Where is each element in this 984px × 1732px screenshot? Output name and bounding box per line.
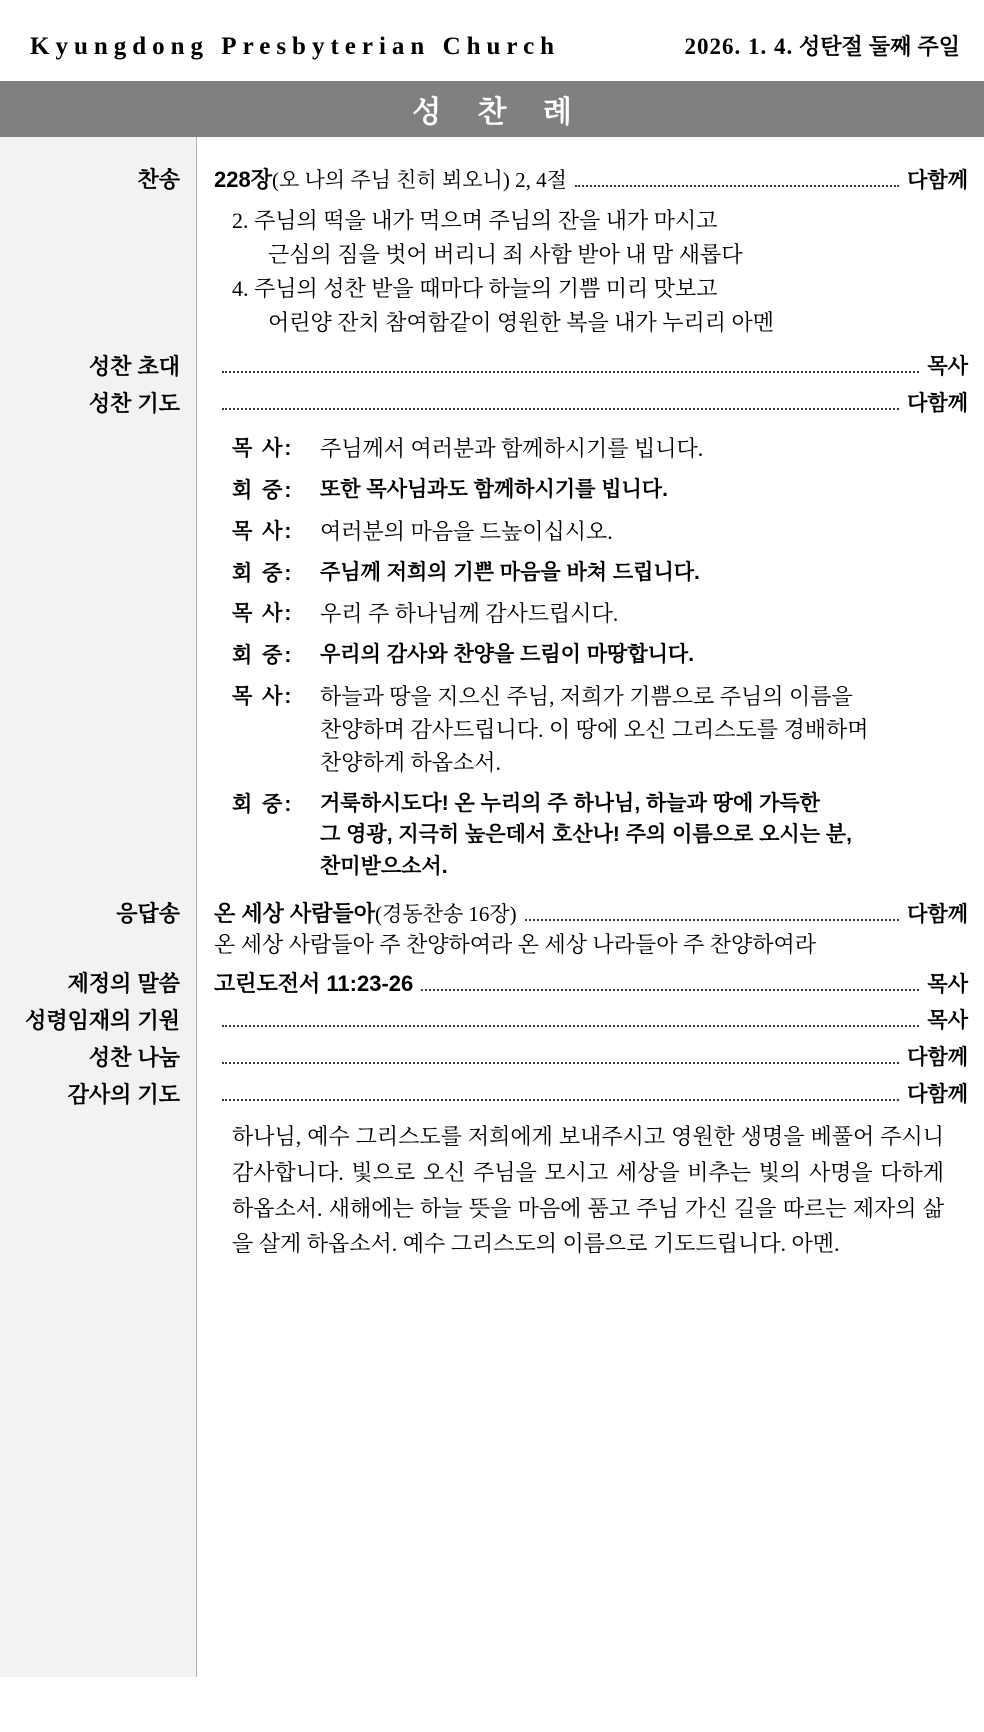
responsive-dialogue-block: [0, 432, 984, 891]
dialogue-row: [232, 788, 954, 883]
hymn-verse-line: 어린양 잔치 참여함같이 영원한 복을 내가 누리리 아멘: [268, 310, 775, 336]
dialogue-text: [320, 680, 954, 779]
response-song-title-group: [214, 897, 517, 928]
thanksgiving-prayer-text-block: [0, 1119, 984, 1262]
dialogue-body: [196, 432, 984, 891]
order-label-eucharistic-prayer: 성찬 기도: [88, 391, 180, 417]
dialogue-row: [232, 432, 954, 465]
order-body-eucharistic-prayer: [196, 387, 984, 417]
order-label-invitation: 성찬 초대: [88, 354, 180, 380]
dialogue-text: 여러분의 마음을 드높이십시오.: [320, 518, 613, 544]
dot-leader: [222, 371, 919, 373]
dialogue-line: 찬미받으소서.: [320, 854, 448, 878]
hymn-verse-block: [0, 204, 984, 340]
order-of-service: [0, 137, 984, 1262]
order-body-words-of-institution: [196, 967, 984, 998]
leader-line-invitation: [214, 350, 968, 380]
leader-line-eucharistic-prayer: [214, 387, 968, 417]
order-item-communion-sharing: [0, 1041, 984, 1072]
hymn-verse-body: [196, 204, 984, 340]
dot-leader: [222, 408, 899, 410]
dot-leader: [222, 1025, 919, 1027]
dialogue-line: 하늘과 땅을 지으신 주님, 저희가 기쁨으로 주님의 이름을: [320, 683, 853, 709]
order-item-invitation: [0, 350, 984, 381]
hymn-verse-line: [232, 204, 968, 238]
hymn-verse-text: 주님의 떡을 내가 먹으며 주님의 잔을 내가 마시고: [254, 208, 718, 233]
order-item-words-of-institution: [0, 967, 984, 998]
dialogue-text: 우리 주 하나님께 감사드립시다.: [320, 601, 619, 627]
invitation-performer: 목사: [927, 355, 968, 379]
dialogue-speaker: 회 중:: [232, 561, 294, 585]
hymn-verse-text: 주님의 성찬 받을 때마다 하늘의 기쁨 미리 맛보고: [254, 276, 718, 302]
order-body-hymn: [196, 163, 984, 194]
response-song-lyrics: 온 세상 사람들아 주 찬양하여라 온 세상 나라들아 주 찬양하여라: [214, 932, 817, 958]
dialogue-speaker: 목 사:: [232, 437, 294, 461]
scripture-reference: 고린도전서 11:23-26: [214, 971, 414, 997]
order-body-thanksgiving-prayer: [196, 1078, 984, 1108]
order-label-communion-sharing: 성찬 나눔: [88, 1045, 180, 1071]
thanksgiving-prayer-text: 하나님, 예수 그리스도를 저희에게 보내주시고 영원한 생명을 베풀어 주시니 감사합니다. 빛으로 오신 주님을 모시고 세상을 비추는 빛의 사명을 다하게 하옵소서. 새해에는 하늘 뜻을 마음에 품고 주님 가신 길을 따르는 제자의 삶을 살게 하옵소서. 예수 그리스도의 이름으로 기도드립니다. 아멘.: [232, 1124, 944, 1257]
page-header: [0, 0, 984, 61]
dialogue-speaker: 회 중:: [232, 644, 294, 668]
words-of-institution-performer: 목사: [927, 973, 968, 997]
dialogue-row: [232, 597, 954, 630]
dot-leader: [575, 185, 899, 187]
hymn-number: 228장: [214, 167, 272, 192]
dialogue-row: [232, 680, 954, 779]
dialogue-text: 우리의 감사와 찬양을 드림이 마땅합니다.: [320, 643, 695, 667]
section-title: 성 찬 례: [412, 96, 586, 129]
hymn-verse-line: 근심의 짐을 벗어 버리니 죄 사함 받아 내 맘 새롭다: [268, 242, 743, 268]
response-song-subtitle: (경동찬송 16장): [375, 902, 517, 927]
hymn-subtitle: (오 나의 주님 친히 뵈오니) 2, 4절: [271, 168, 567, 192]
dot-leader: [222, 1062, 899, 1064]
dialogue-row: [232, 557, 954, 589]
service-occasion: 성탄절 둘째 주일: [799, 34, 960, 59]
dialogue-line: 그 영광, 지극히 높은데서 호산나! 주의 이름으로 오시는 분,: [320, 823, 852, 847]
leader-line-response-song: [214, 897, 968, 928]
dialogue-text: 주님께서 여러분과 함께하시기를 빕니다.: [320, 436, 704, 462]
order-item-thanksgiving-prayer: [0, 1078, 984, 1109]
response-song-title: 온 세상 사람들아: [214, 901, 375, 927]
epiclesis-performer: 목사: [927, 1009, 968, 1033]
leader-line-thanksgiving-prayer: [214, 1078, 968, 1108]
order-label-epiclesis: 성령임재의 기원: [25, 1008, 180, 1034]
dialogue-row: [232, 639, 954, 671]
order-label-words-of-institution: 제정의 말씀: [67, 971, 180, 997]
dialogue-line: 찬양하게 하옵소서.: [320, 749, 502, 775]
response-song-performer: 다함께: [907, 903, 968, 927]
order-item-epiclesis: [0, 1004, 984, 1035]
bulletin-body: [0, 137, 984, 1677]
leader-line-words-of-institution: [214, 967, 968, 998]
order-item-hymn: [0, 163, 984, 194]
order-label-hymn: 찬송: [137, 167, 180, 192]
hymn-performer: 다함께: [907, 169, 968, 192]
header-date-block: [685, 30, 961, 61]
thanksgiving-prayer-performer: 다함께: [907, 1083, 968, 1107]
dialogue-row: [232, 474, 954, 506]
hymn-verse: [214, 204, 968, 340]
dialogue-row: [232, 515, 954, 548]
hymn-verse-number: 2.: [232, 208, 249, 233]
order-body-invitation: [196, 350, 984, 380]
hymn-verse-number: 4.: [232, 276, 249, 302]
leader-line-epiclesis: [214, 1004, 968, 1034]
dialogue-text: 또한 목사님과도 함께하시기를 빕니다.: [320, 478, 668, 502]
church-name: Kyungdong Presbyterian Church: [30, 33, 561, 60]
dialogue-text: [320, 788, 954, 883]
leader-line-communion-sharing: [214, 1041, 968, 1071]
dot-leader: [525, 919, 899, 921]
order-item-eucharistic-prayer: [0, 387, 984, 418]
service-date: 2026. 1. 4.: [684, 34, 794, 59]
dialogue-speaker: 회 중:: [232, 479, 294, 503]
prayer-text-body: [196, 1119, 984, 1262]
dialogue-line: 거룩하시도다! 온 누리의 주 하나님, 하늘과 땅에 가득한: [320, 791, 820, 815]
order-label-response-song: 응답송: [116, 901, 180, 927]
order-body-response-song: [196, 897, 984, 961]
order-label-thanksgiving-prayer: 감사의 기도: [67, 1082, 180, 1108]
dialogue-speaker: 목 사:: [232, 684, 294, 708]
hymn-verse-line: [232, 272, 968, 306]
dialogue-text: 주님께 저희의 기쁜 마음을 바쳐 드립니다.: [320, 560, 700, 584]
hymn-title-group: [214, 163, 567, 194]
dialogue-speaker: 목 사:: [232, 602, 294, 626]
order-item-response-song: [0, 897, 984, 961]
dialogue-speaker: 회 중:: [232, 792, 294, 816]
dialogue-speaker: 목 사:: [232, 519, 294, 543]
dot-leader: [222, 1099, 899, 1101]
eucharistic-prayer-performer: 다함께: [907, 392, 968, 416]
section-title-bar: [0, 81, 984, 137]
dot-leader: [421, 989, 919, 991]
communion-sharing-performer: 다함께: [907, 1046, 968, 1070]
order-body-epiclesis: [196, 1004, 984, 1034]
dialogue-line: 찬양하며 감사드립니다. 이 땅에 오신 그리스도를 경배하며: [320, 716, 869, 742]
leader-line-hymn: [214, 163, 968, 194]
order-body-communion-sharing: [196, 1041, 984, 1071]
dialogue-list: [214, 432, 968, 882]
